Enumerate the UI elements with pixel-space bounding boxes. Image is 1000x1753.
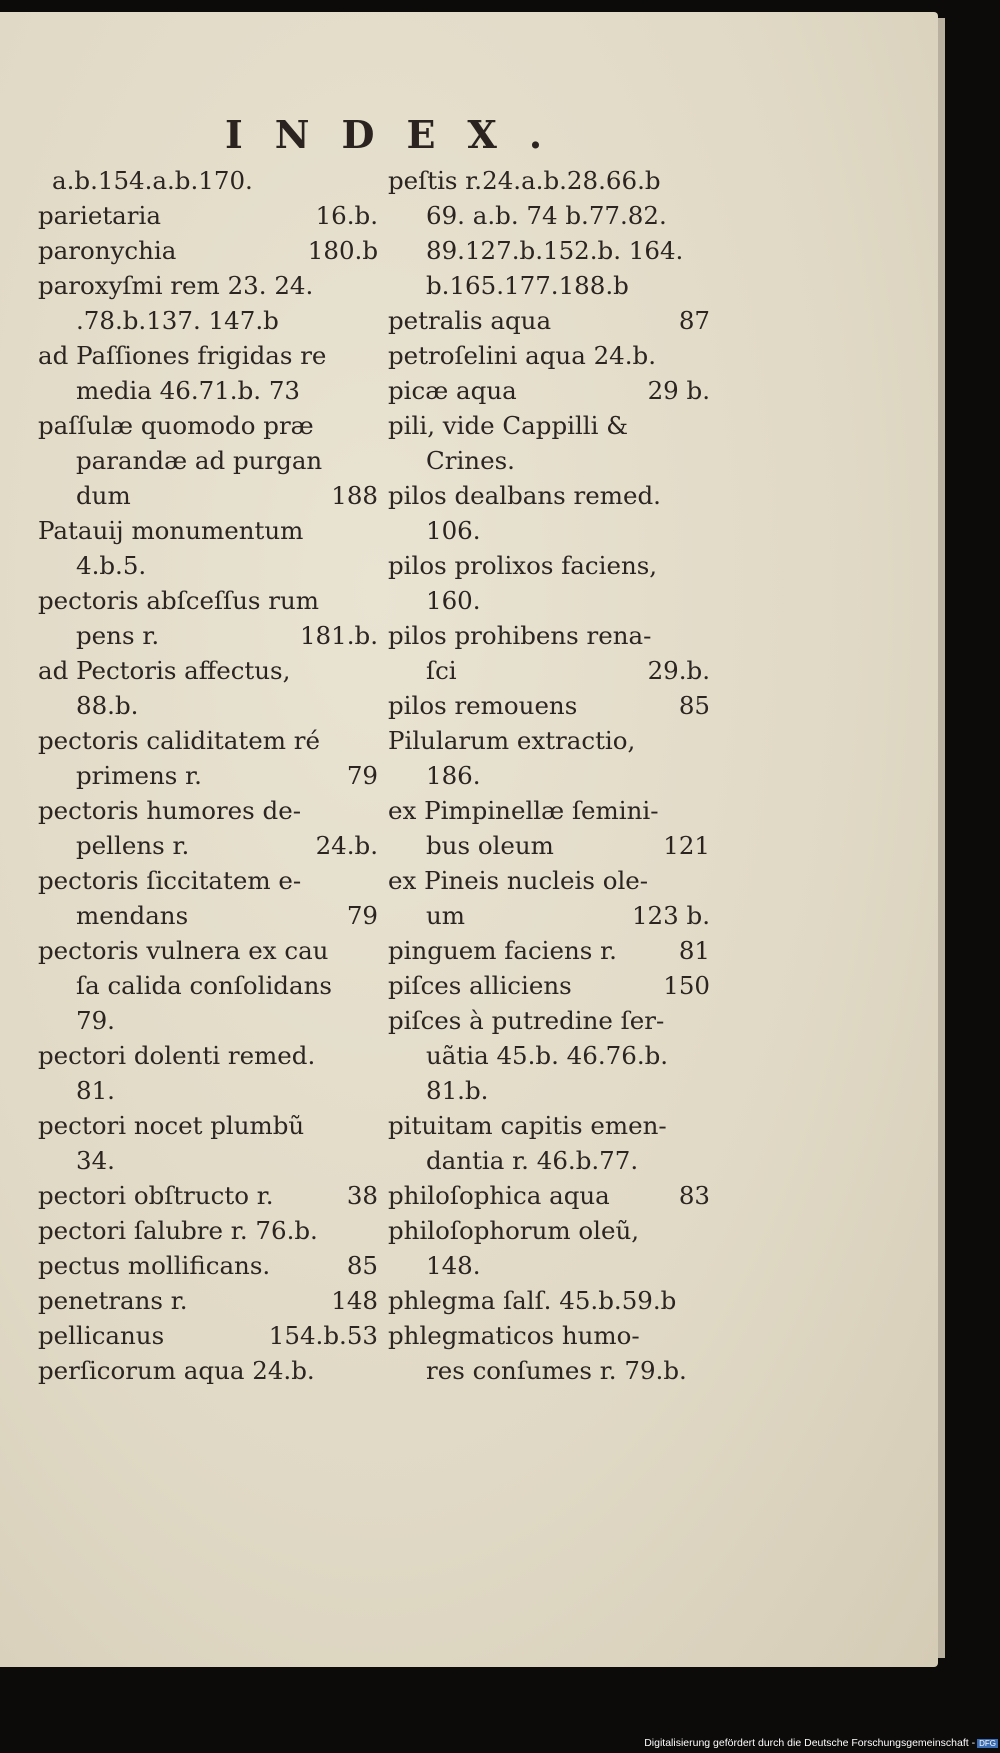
entry-text: 81.b.	[426, 1076, 489, 1105]
index-entry	[38, 618, 378, 653]
index-entry	[38, 513, 378, 548]
entry-text: pectori ſalubre r. 76.b.	[38, 1216, 318, 1245]
entry-text: ſa calida conſolidans	[76, 971, 332, 1000]
index-entry	[38, 863, 378, 898]
entry-text: Crines.	[426, 446, 515, 475]
index-entry	[388, 828, 710, 863]
entry-text: parandæ ad purgan	[76, 446, 323, 475]
index-entry	[38, 898, 378, 933]
dfg-logo: DFG	[979, 1738, 996, 1748]
index-entry	[388, 478, 710, 513]
entry-text: philoſophorum oleũ,	[388, 1216, 640, 1245]
index-entry	[38, 408, 378, 443]
index-entry	[388, 408, 710, 443]
entry-text: 4.b.5.	[76, 551, 147, 580]
index-entry	[38, 1213, 378, 1248]
index-entry	[38, 1108, 378, 1143]
entry-page-ref: 24.b.	[315, 831, 378, 860]
index-entry	[38, 338, 378, 373]
index-entry	[38, 758, 378, 793]
entry-text: pilos remouens	[388, 691, 578, 720]
index-entry	[38, 1038, 378, 1073]
entry-page-ref: 79	[346, 761, 378, 790]
index-entry	[388, 583, 710, 618]
entry-page-ref: 148	[331, 1286, 378, 1315]
entry-text: Patauij monumentum	[38, 516, 304, 545]
entry-text: primens r.	[76, 761, 202, 790]
index-entry	[388, 198, 710, 233]
index-entry	[388, 1283, 710, 1318]
entry-text: Pilularum extractio,	[388, 726, 636, 755]
index-entry	[38, 1178, 378, 1213]
index-entry	[388, 1108, 710, 1143]
entry-page-ref: 154.b.53	[268, 1321, 378, 1350]
index-entry	[388, 1143, 710, 1178]
entry-text: paſſulæ quomodo præ	[38, 411, 314, 440]
entry-page-ref: 123 b.	[631, 901, 710, 930]
index-entry	[38, 793, 378, 828]
index-entry	[388, 968, 710, 1003]
entry-text: picæ aqua	[388, 376, 517, 405]
index-entry	[38, 548, 378, 583]
entry-page-ref: 85	[346, 1251, 378, 1280]
entry-text: 69. a.b. 74 b.77.82.	[426, 201, 667, 230]
entry-text: ad Pectoris affectus,	[38, 656, 291, 685]
index-entry	[38, 478, 378, 513]
index-entry	[388, 793, 710, 828]
entry-text: ex Pineis nucleis ole-	[388, 866, 649, 895]
entry-text: pectus mollificans.	[38, 1251, 271, 1280]
entry-text: ſci	[426, 656, 457, 685]
index-entry	[38, 233, 378, 268]
index-column-right	[388, 163, 710, 1388]
index-entry	[388, 863, 710, 898]
entry-text: 34.	[76, 1146, 115, 1175]
index-entry	[388, 898, 710, 933]
index-entry	[388, 1353, 710, 1388]
entry-page-ref: 38	[346, 1181, 378, 1210]
index-entry	[38, 1248, 378, 1283]
index-entry	[388, 758, 710, 793]
index-entry	[388, 1318, 710, 1353]
index-entry	[388, 443, 710, 478]
entry-text: media 46.71.b. 73	[76, 376, 301, 405]
entry-page-ref: 83	[678, 1181, 710, 1210]
index-entry	[388, 1248, 710, 1283]
entry-text: 186.	[426, 761, 481, 790]
entry-page-ref: 79	[346, 901, 378, 930]
index-entry	[38, 443, 378, 478]
index-entry	[388, 548, 710, 583]
entry-page-ref: 180.b	[307, 236, 378, 265]
entry-text: parietaria	[38, 201, 161, 230]
index-entry	[388, 1073, 710, 1108]
entry-page-ref: 87	[678, 306, 710, 335]
index-entry	[38, 373, 378, 408]
index-column-left	[38, 163, 378, 1388]
index-entry	[388, 688, 710, 723]
index-entry	[388, 653, 710, 688]
index-entry	[38, 968, 378, 1003]
entry-text: 81.	[76, 1076, 115, 1105]
entry-text: perſicorum aqua 24.b.	[38, 1356, 315, 1385]
index-entry	[38, 163, 378, 198]
index-entry	[38, 1283, 378, 1318]
entry-text: phlegmaticos humo-	[388, 1321, 640, 1350]
index-entry	[38, 1318, 378, 1353]
digitization-credit	[600, 1737, 998, 1751]
entry-text: uãtia 45.b. 46.76.b.	[426, 1041, 669, 1070]
entry-text: 89.127.b.152.b. 164.	[426, 236, 684, 265]
entry-text: mendans	[76, 901, 189, 930]
index-entry	[38, 1073, 378, 1108]
entry-page-ref: 150	[663, 971, 710, 1000]
page-edge	[938, 18, 945, 1658]
index-entry	[388, 303, 710, 338]
index-entry	[38, 1143, 378, 1178]
index-entry	[388, 1003, 710, 1038]
credit-text: Digitalisierung gefördert durch die Deutsche Forschungsgemeinschaft -	[644, 1737, 976, 1749]
entry-text: 148.	[426, 1251, 481, 1280]
entry-text: piſces alliciens	[388, 971, 572, 1000]
entry-text: pilos prohibens rena-	[388, 621, 652, 650]
index-entry	[38, 653, 378, 688]
entry-text: paronychia	[38, 236, 177, 265]
index-entry	[388, 933, 710, 968]
entry-text: a.b.154.a.b.170.	[52, 166, 253, 195]
entry-text: petroſelini aqua 24.b.	[388, 341, 657, 370]
index-entry	[388, 1178, 710, 1213]
entry-page-ref: 29 b.	[647, 376, 710, 405]
entry-page-ref: 16.b.	[315, 201, 378, 230]
index-entry	[388, 338, 710, 373]
entry-text: b.165.177.188.b	[426, 271, 629, 300]
index-entry	[388, 163, 710, 198]
entry-text: um	[426, 901, 466, 930]
entry-text: pinguem faciens r.	[388, 936, 617, 965]
entry-text: philoſophica aqua	[388, 1181, 610, 1210]
entry-text: ex Pimpinellæ ſemini-	[388, 796, 659, 825]
index-entry	[388, 513, 710, 548]
entry-text: peſtis r.24.a.b.28.66.b	[388, 166, 661, 195]
entry-text: pectoris abſceſſus rum	[38, 586, 319, 615]
entry-page-ref: 188	[331, 481, 378, 510]
entry-text: pectoris caliditatem ré	[38, 726, 320, 755]
entry-text: ad Paſſiones frigidas re	[38, 341, 327, 370]
index-entry	[388, 373, 710, 408]
entry-page-ref: 181.b.	[299, 621, 378, 650]
entry-text: pilos dealbans remed.	[388, 481, 661, 510]
entry-text: pellicanus	[38, 1321, 165, 1350]
index-entry	[38, 1003, 378, 1038]
entry-text: petralis aqua	[388, 306, 552, 335]
entry-text: piſces à putredine ſer-	[388, 1006, 665, 1035]
entry-text: res conſumes r. 79.b.	[426, 1356, 687, 1385]
index-entry	[38, 583, 378, 618]
entry-text: 79.	[76, 1006, 115, 1035]
entry-text: penetrans r.	[38, 1286, 188, 1315]
entry-text: pens r.	[76, 621, 160, 650]
index-entry	[38, 303, 378, 338]
entry-text: pectoris ſiccitatem e-	[38, 866, 302, 895]
entry-text: dantia r. 46.b.77.	[426, 1146, 639, 1175]
entry-text: pellens r.	[76, 831, 190, 860]
entry-text: 160.	[426, 586, 481, 615]
index-heading: INDEX.	[225, 112, 575, 157]
index-entry	[38, 688, 378, 723]
entry-text: pectori dolenti remed.	[38, 1041, 316, 1070]
index-entry	[388, 268, 710, 303]
index-entry	[388, 1038, 710, 1073]
index-entry	[388, 723, 710, 758]
index-entry	[388, 233, 710, 268]
entry-page-ref: 121	[663, 831, 710, 860]
index-entry	[388, 618, 710, 653]
entry-text: .78.b.137. 147.b	[76, 306, 279, 335]
entry-page-ref: 81	[678, 936, 710, 965]
index-entry	[38, 723, 378, 758]
entry-text: pectoris vulnera ex cau	[38, 936, 329, 965]
index-entry	[388, 1213, 710, 1248]
entry-text: phlegma ſalſ. 45.b.59.b	[388, 1286, 677, 1315]
entry-text: pili, vide Cappilli &	[388, 411, 629, 440]
index-entry	[38, 933, 378, 968]
entry-text: bus oleum	[426, 831, 554, 860]
entry-text: dum	[76, 481, 131, 510]
index-entry	[38, 1353, 378, 1388]
entry-text: 88.b.	[76, 691, 139, 720]
entry-text: paroxyſmi rem 23. 24.	[38, 271, 314, 300]
entry-text: pituitam capitis emen-	[388, 1111, 667, 1140]
index-entry	[38, 828, 378, 863]
entry-text: pectori obſtructo r.	[38, 1181, 274, 1210]
entry-text: pectori nocet plumbũ	[38, 1111, 305, 1140]
entry-text: pilos prolixos faciens,	[388, 551, 658, 580]
entry-page-ref: 29.b.	[647, 656, 710, 685]
index-entry	[38, 198, 378, 233]
index-entry	[38, 268, 378, 303]
entry-text: pectoris humores de-	[38, 796, 301, 825]
entry-text: 106.	[426, 516, 481, 545]
entry-page-ref: 85	[678, 691, 710, 720]
